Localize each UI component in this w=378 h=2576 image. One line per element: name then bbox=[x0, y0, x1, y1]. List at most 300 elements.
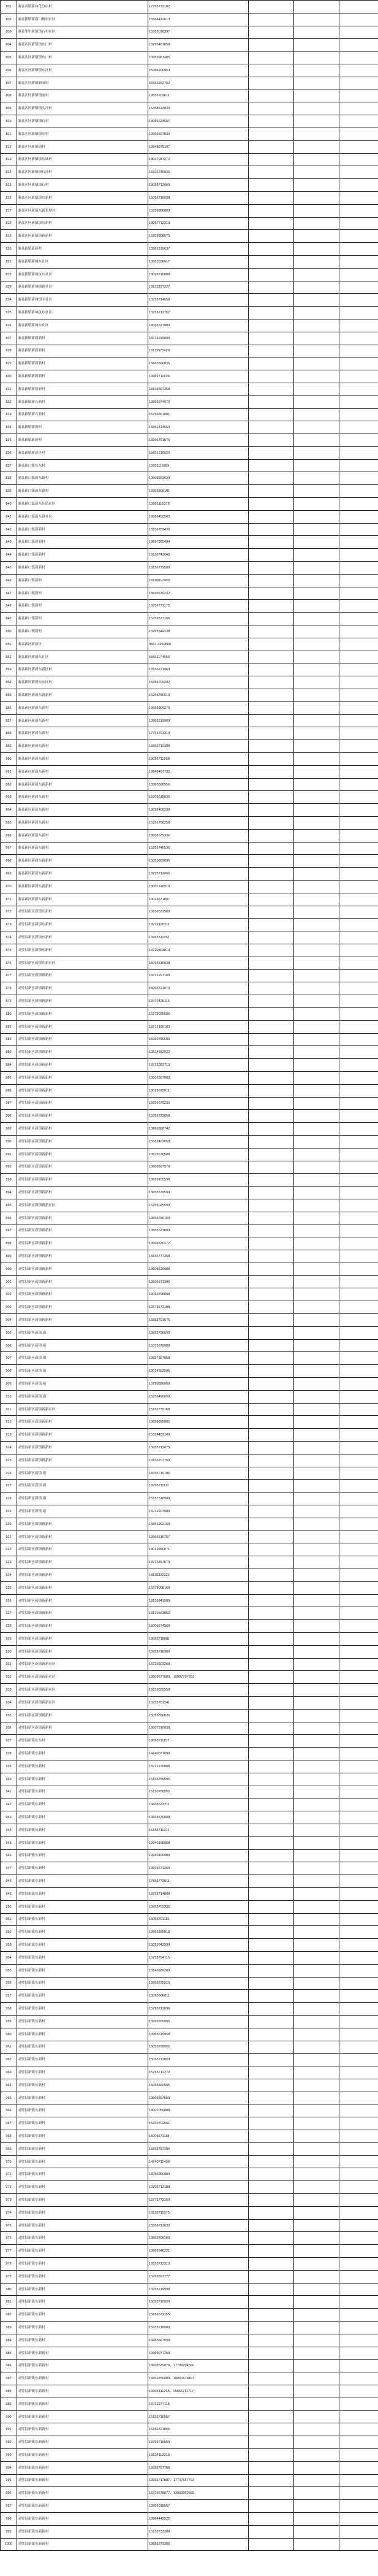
phone-number-cell: 15656571155 bbox=[148, 2309, 249, 2322]
blank-cell bbox=[294, 1887, 339, 1900]
blank-cell bbox=[339, 2015, 378, 2028]
location-name-cell: 灵璧县新区新镇新新社区 bbox=[17, 1684, 148, 1697]
table-row bbox=[1, 102, 378, 115]
phone-number-cell: 13605571306 bbox=[148, 1275, 249, 1288]
blank-cell bbox=[294, 944, 339, 957]
blank-cell bbox=[339, 1773, 378, 1786]
table-row bbox=[1, 842, 378, 855]
blank-cell bbox=[249, 689, 294, 702]
row-number-cell: 847 bbox=[1, 587, 17, 600]
blank-cell bbox=[339, 2322, 378, 2334]
table-row bbox=[1, 2079, 378, 2092]
blank-cell bbox=[339, 1505, 378, 1518]
row-number-cell: 868 bbox=[1, 855, 17, 868]
blank-cell bbox=[294, 1836, 339, 1849]
blank-cell bbox=[339, 1722, 378, 1735]
phone-number-cell: 15155710557 bbox=[148, 2410, 249, 2423]
blank-cell bbox=[339, 2041, 378, 2054]
phone-number-cell: 13955018557 bbox=[148, 2500, 249, 2513]
location-name-cell: 灵璧县新区新镇新新村 bbox=[17, 1084, 148, 1097]
blank-cell bbox=[249, 1518, 294, 1531]
blank-cell bbox=[339, 868, 378, 881]
table-row bbox=[1, 2500, 378, 2513]
location-name-cell: 灵璧县新区新镇东新村 bbox=[17, 944, 148, 957]
phone-number-cell: 15555791575 bbox=[148, 1314, 249, 1327]
blank-cell bbox=[339, 995, 378, 1008]
row-number-cell: 865 bbox=[1, 817, 17, 830]
blank-cell bbox=[339, 1416, 378, 1429]
location-name-cell: 灵璧县新镇东新村 bbox=[17, 1862, 148, 1875]
blank-cell bbox=[339, 727, 378, 740]
phone-number-cell: 15755712270 bbox=[148, 2066, 249, 2079]
table-row bbox=[1, 77, 378, 90]
blank-cell bbox=[294, 1875, 339, 1888]
table-row bbox=[1, 1046, 378, 1059]
phone-number-cell: 13655579590 bbox=[148, 1187, 249, 1199]
blank-cell bbox=[339, 2360, 378, 2372]
table-row bbox=[1, 2130, 378, 2143]
row-number-cell: 994 bbox=[1, 2461, 17, 2474]
blank-cell bbox=[294, 1007, 339, 1020]
phone-number-cell: 18096405290 bbox=[148, 804, 249, 817]
blank-cell bbox=[339, 2142, 378, 2155]
blank-cell bbox=[339, 1071, 378, 1084]
blank-cell bbox=[294, 217, 339, 230]
table-row bbox=[1, 2385, 378, 2398]
table-row bbox=[1, 1071, 378, 1084]
row-number-cell: 945 bbox=[1, 1836, 17, 1849]
table-row bbox=[1, 1913, 378, 1926]
phone-number-cell: 18156779500 bbox=[148, 562, 249, 575]
table-row bbox=[1, 1365, 378, 1378]
blank-cell bbox=[294, 1263, 339, 1275]
blank-cell bbox=[249, 1620, 294, 1633]
location-name-cell: 秦县新口镇东东村 bbox=[17, 459, 148, 472]
row-number-cell: 867 bbox=[1, 842, 17, 855]
location-name-cell: 灵璧县新区新镇 新 bbox=[17, 1365, 148, 1378]
blank-cell bbox=[249, 52, 294, 64]
blank-cell bbox=[249, 2512, 294, 2525]
blank-cell bbox=[294, 2028, 339, 2041]
table-row bbox=[1, 332, 378, 345]
blank-cell bbox=[294, 510, 339, 523]
blank-cell bbox=[339, 2283, 378, 2296]
blank-cell bbox=[339, 2181, 378, 2194]
blank-cell bbox=[294, 1786, 339, 1798]
blank-cell bbox=[249, 982, 294, 995]
row-number-cell: 907 bbox=[1, 1352, 17, 1365]
location-name-cell: 灵璧县新区新镇新新村 bbox=[17, 1581, 148, 1594]
blank-cell bbox=[339, 421, 378, 434]
blank-cell bbox=[249, 1097, 294, 1110]
blank-cell bbox=[294, 2219, 339, 2232]
phone-number-cell: 15205615036 bbox=[148, 791, 249, 804]
location-name-cell: 灵璧县新区新镇 新 bbox=[17, 1480, 148, 1492]
blank-cell bbox=[249, 2296, 294, 2309]
row-number-cell: 823 bbox=[1, 281, 17, 294]
blank-cell bbox=[339, 1174, 378, 1187]
blank-cell bbox=[249, 1658, 294, 1671]
phone-number-cell: 18129297227 bbox=[148, 281, 249, 294]
blank-cell bbox=[294, 2003, 339, 2016]
location-name-cell: 灵璧县新区新镇 新 bbox=[17, 1352, 148, 1365]
location-name-cell: 秦县新区新新东新新村 bbox=[17, 689, 148, 702]
blank-cell bbox=[339, 383, 378, 396]
location-name-cell: 灵璧县新区新镇新新村 bbox=[17, 1007, 148, 1020]
blank-cell bbox=[249, 357, 294, 370]
blank-cell bbox=[294, 1811, 339, 1824]
blank-cell bbox=[339, 1581, 378, 1594]
table-row bbox=[1, 1480, 378, 1492]
table-row bbox=[1, 2142, 378, 2155]
blank-cell bbox=[339, 1059, 378, 1072]
phone-number-cell: 13505567089 bbox=[148, 1071, 249, 1084]
phone-number-cell: 13685573306 bbox=[148, 2538, 249, 2551]
blank-cell bbox=[294, 1760, 339, 1773]
location-name-cell: 秦县新区新新东新新村 bbox=[17, 868, 148, 881]
blank-cell bbox=[249, 2054, 294, 2066]
blank-cell bbox=[249, 446, 294, 459]
row-number-cell: 843 bbox=[1, 536, 17, 549]
row-number-cell: 928 bbox=[1, 1620, 17, 1633]
table-row bbox=[1, 1811, 378, 1824]
row-number-cell: 933 bbox=[1, 1684, 17, 1697]
row-number-cell: 910 bbox=[1, 1390, 17, 1403]
blank-cell bbox=[294, 1531, 339, 1543]
phone-number-cell: 13305311255、15055711717 bbox=[148, 2385, 249, 2398]
table-row bbox=[1, 625, 378, 638]
row-number-cell: 896 bbox=[1, 1212, 17, 1225]
table-row bbox=[1, 434, 378, 447]
blank-cell bbox=[294, 753, 339, 766]
row-number-cell: 862 bbox=[1, 778, 17, 791]
location-name-cell: 灵璧县新镇东新新村 bbox=[17, 2410, 148, 2423]
row-number-cell: 913 bbox=[1, 1429, 17, 1442]
row-number-cell: 881 bbox=[1, 1020, 17, 1033]
location-name-cell: 秦县新镇新城区东社区 bbox=[17, 268, 148, 281]
blank-cell bbox=[294, 1237, 339, 1250]
row-number-cell: 861 bbox=[1, 765, 17, 778]
table-body bbox=[1, 1, 378, 2551]
location-name-cell: 灵璧县新区新镇新新村 bbox=[17, 1148, 148, 1161]
table-row bbox=[1, 2296, 378, 2309]
blank-cell bbox=[294, 1556, 339, 1569]
location-name-cell: 灵璧县新区新镇新新村 bbox=[17, 1569, 148, 1582]
row-number-cell: 885 bbox=[1, 1071, 17, 1084]
blank-cell bbox=[249, 408, 294, 421]
blank-cell bbox=[294, 2474, 339, 2487]
table-row bbox=[1, 2360, 378, 2372]
blank-cell bbox=[294, 1709, 339, 1722]
row-number-cell: 921 bbox=[1, 1531, 17, 1543]
blank-cell bbox=[294, 294, 339, 307]
blank-cell bbox=[294, 1059, 339, 1072]
blank-cell bbox=[339, 2245, 378, 2258]
blank-cell bbox=[339, 1748, 378, 1760]
table-row bbox=[1, 689, 378, 702]
table-row bbox=[1, 2512, 378, 2525]
row-number-cell: 975 bbox=[1, 2219, 17, 2232]
table-row bbox=[1, 153, 378, 166]
table-row bbox=[1, 255, 378, 268]
row-number-cell: 804 bbox=[1, 39, 17, 52]
phone-number-cell: 15551414663 bbox=[148, 421, 249, 434]
blank-cell bbox=[339, 2474, 378, 2487]
blank-cell bbox=[249, 191, 294, 204]
location-name-cell: 灵璧县新镇东新村 bbox=[17, 2079, 148, 2092]
blank-cell bbox=[249, 1442, 294, 1454]
blank-cell bbox=[294, 39, 339, 52]
phone-number-cell: 15995344238 bbox=[148, 625, 249, 638]
blank-cell bbox=[249, 2334, 294, 2347]
blank-cell bbox=[339, 281, 378, 294]
location-name-cell: 秦县区区新镇镇东区村 bbox=[17, 64, 148, 77]
blank-cell bbox=[339, 778, 378, 791]
row-number-cell: 808 bbox=[1, 90, 17, 102]
row-number-cell: 918 bbox=[1, 1492, 17, 1505]
row-number-cell: 957 bbox=[1, 1990, 17, 2003]
row-number-cell: 942 bbox=[1, 1798, 17, 1811]
blank-cell bbox=[294, 357, 339, 370]
phone-number-cell: 13255719998 bbox=[148, 2283, 249, 2296]
table-row bbox=[1, 1, 378, 13]
blank-cell bbox=[294, 880, 339, 893]
blank-cell bbox=[294, 1607, 339, 1620]
row-number-cell: 924 bbox=[1, 1569, 17, 1582]
blank-cell bbox=[249, 1454, 294, 1467]
blank-cell bbox=[294, 2283, 339, 2296]
location-name-cell: 灵璧县新区新镇东新村 bbox=[17, 906, 148, 919]
blank-cell bbox=[339, 1442, 378, 1454]
blank-cell bbox=[294, 1123, 339, 1136]
blank-cell bbox=[249, 1939, 294, 1952]
row-number-cell: 879 bbox=[1, 995, 17, 1008]
location-name-cell: 灵璧县新镇东新新村 bbox=[17, 2436, 148, 2449]
phone-number-cell: 13965511051 bbox=[148, 931, 249, 944]
table-row bbox=[1, 727, 378, 740]
blank-cell bbox=[339, 957, 378, 969]
phone-number-cell: 15720096000 bbox=[148, 1378, 249, 1391]
location-name-cell: 秦县区区新镇镇东口村 bbox=[17, 52, 148, 64]
phone-number-cell: 18136841500 bbox=[148, 1594, 249, 1607]
phone-number-cell: 15055560505 bbox=[148, 2079, 249, 2092]
table-row bbox=[1, 2181, 378, 2194]
table-row bbox=[1, 140, 378, 153]
row-number-cell: 995 bbox=[1, 2474, 17, 2487]
phone-number-cell: 15256758258 bbox=[148, 817, 249, 830]
blank-cell bbox=[339, 1964, 378, 1977]
blank-cell bbox=[339, 2385, 378, 2398]
row-number-cell: 959 bbox=[1, 2015, 17, 2028]
blank-cell bbox=[249, 13, 294, 26]
phone-number-cell: 15256577106 bbox=[148, 613, 249, 625]
phone-number-cell: 13625670588 bbox=[148, 1148, 249, 1161]
table-row bbox=[1, 562, 378, 575]
table-row bbox=[1, 345, 378, 357]
blank-cell bbox=[339, 1097, 378, 1110]
blank-cell bbox=[339, 1429, 378, 1442]
blank-cell bbox=[249, 957, 294, 969]
location-name-cell: 秦县新区新新东新村 bbox=[17, 765, 148, 778]
location-name-cell: 灵璧县新区新镇新新村 bbox=[17, 1237, 148, 1250]
table-row bbox=[1, 64, 378, 77]
location-name-cell: 灵璧县新镇东新村 bbox=[17, 2092, 148, 2104]
blank-cell bbox=[249, 2423, 294, 2436]
blank-cell bbox=[339, 485, 378, 498]
location-name-cell: 秦县区区新镇镇石村 bbox=[17, 115, 148, 128]
blank-cell bbox=[249, 625, 294, 638]
row-number-cell: 884 bbox=[1, 1059, 17, 1072]
row-number-cell: 903 bbox=[1, 1301, 17, 1314]
blank-cell bbox=[249, 1084, 294, 1097]
blank-cell bbox=[294, 230, 339, 243]
phone-number-cell: 13955796699 bbox=[148, 1326, 249, 1339]
location-name-cell: 秦县区区新镇镇东新村 bbox=[17, 217, 148, 230]
blank-cell bbox=[339, 714, 378, 727]
blank-cell bbox=[294, 1696, 339, 1709]
table-row bbox=[1, 1097, 378, 1110]
phone-number-cell: 15551116289 bbox=[148, 459, 249, 472]
row-number-cell: 832 bbox=[1, 396, 17, 408]
blank-cell bbox=[294, 332, 339, 345]
row-number-cell: 992 bbox=[1, 2436, 17, 2449]
phone-number-cell: 15725503268 bbox=[148, 1658, 249, 1671]
blank-cell bbox=[339, 2206, 378, 2219]
phone-number-cell: 19159550559 bbox=[148, 1684, 249, 1697]
blank-cell bbox=[249, 1148, 294, 1161]
location-name-cell: 灵璧县新镇东新新村 bbox=[17, 2360, 148, 2372]
blank-cell bbox=[339, 1951, 378, 1964]
phone-number-cell: 18605529088 bbox=[148, 1263, 249, 1275]
blank-cell bbox=[339, 1786, 378, 1798]
table-row bbox=[1, 676, 378, 689]
blank-cell bbox=[339, 1875, 378, 1888]
location-name-cell: 灵璧县新区新镇新新村 bbox=[17, 995, 148, 1008]
blank-cell bbox=[294, 1620, 339, 1633]
blank-cell bbox=[294, 140, 339, 153]
blank-cell bbox=[294, 2423, 339, 2436]
phone-number-cell: 15155779168 bbox=[148, 1403, 249, 1416]
blank-cell bbox=[249, 1556, 294, 1569]
location-name-cell: 秦县新镇新石新村 bbox=[17, 396, 148, 408]
table-row bbox=[1, 982, 378, 995]
blank-cell bbox=[294, 90, 339, 102]
table-row bbox=[1, 536, 378, 549]
phone-number-cell: 18005579336 bbox=[148, 829, 249, 842]
phone-number-cell: 18714919809 bbox=[148, 332, 249, 345]
row-number-cell: 986 bbox=[1, 2360, 17, 2372]
blank-cell bbox=[339, 1939, 378, 1952]
blank-cell bbox=[339, 549, 378, 562]
blank-cell bbox=[249, 243, 294, 256]
blank-cell bbox=[339, 2232, 378, 2245]
blank-cell bbox=[249, 1977, 294, 1990]
blank-cell bbox=[339, 1454, 378, 1467]
table-row bbox=[1, 574, 378, 587]
phone-number-cell: 18155777358 bbox=[148, 1250, 249, 1263]
row-number-cell: 906 bbox=[1, 1339, 17, 1352]
blank-cell bbox=[249, 2487, 294, 2500]
row-number-cell: 839 bbox=[1, 485, 17, 498]
blank-cell bbox=[249, 140, 294, 153]
table-row bbox=[1, 587, 378, 600]
row-number-cell: 887 bbox=[1, 1097, 17, 1110]
table-row bbox=[1, 319, 378, 332]
blank-cell bbox=[249, 919, 294, 931]
location-name-cell: 灵璧县新镇东新村 bbox=[17, 2206, 148, 2219]
table-row bbox=[1, 1658, 378, 1671]
blank-cell bbox=[249, 1403, 294, 1416]
phone-number-cell: 13965516757 bbox=[148, 1531, 249, 1543]
phone-number-cell: 18037037272 bbox=[148, 153, 249, 166]
blank-cell bbox=[339, 345, 378, 357]
table-row bbox=[1, 651, 378, 663]
table-row bbox=[1, 1798, 378, 1811]
location-name-cell: 灵璧县新区新镇新新村 bbox=[17, 1416, 148, 1429]
table-row bbox=[1, 893, 378, 906]
blank-cell bbox=[294, 1773, 339, 1786]
row-number-cell: 991 bbox=[1, 2423, 17, 2436]
blank-cell bbox=[339, 115, 378, 128]
location-name-cell: 秦县区区新镇镇石西村 bbox=[17, 166, 148, 179]
blank-cell bbox=[249, 765, 294, 778]
blank-cell bbox=[294, 804, 339, 817]
row-number-cell: 956 bbox=[1, 1977, 17, 1990]
blank-cell bbox=[294, 2104, 339, 2117]
phone-number-cell: 0557-4360500 bbox=[148, 638, 249, 651]
blank-cell bbox=[339, 1033, 378, 1046]
table-row bbox=[1, 1174, 378, 1187]
blank-cell bbox=[249, 1301, 294, 1314]
phone-number-cell: 15055757788 bbox=[148, 2461, 249, 2474]
location-name-cell: 灵璧县新区新镇新新社区 bbox=[17, 1696, 148, 1709]
blank-cell bbox=[339, 472, 378, 485]
table-row bbox=[1, 1900, 378, 1913]
location-name-cell: 秦县新口镇新新村 bbox=[17, 562, 148, 575]
table-row bbox=[1, 1696, 378, 1709]
phone-number-cell: 13505570272 bbox=[148, 1237, 249, 1250]
phone-number-cell: 18019956071 bbox=[148, 1543, 249, 1556]
location-name-cell: 秦县新区新新东新村 bbox=[17, 829, 148, 842]
table-row bbox=[1, 243, 378, 256]
phone-number-cell: 13965319637 bbox=[148, 243, 249, 256]
location-name-cell: 秦县区区新镇镇东门村 bbox=[17, 39, 148, 52]
phone-number-cell: 19956697033 bbox=[148, 128, 249, 140]
location-name-cell: 秦县新镇新新口楼村社区 bbox=[17, 13, 148, 26]
phone-number-cell: 18756960080 bbox=[148, 2168, 249, 2181]
blank-cell bbox=[249, 204, 294, 217]
blank-cell bbox=[249, 574, 294, 587]
blank-cell bbox=[294, 523, 339, 536]
phone-number-cell: 15055510038 bbox=[148, 957, 249, 969]
phone-number-cell: 13470426116 bbox=[148, 995, 249, 1008]
blank-cell bbox=[339, 2296, 378, 2309]
table-row bbox=[1, 2245, 378, 2258]
phone-number-cell: 13665570008 bbox=[148, 1811, 249, 1824]
row-number-cell: 856 bbox=[1, 701, 17, 714]
blank-cell bbox=[294, 396, 339, 408]
row-number-cell: 836 bbox=[1, 446, 17, 459]
table-row bbox=[1, 791, 378, 804]
blank-cell bbox=[294, 2309, 339, 2322]
phone-number-cell: 15375979989 bbox=[148, 1339, 249, 1352]
location-name-cell: 灵璧县新镇东新村 bbox=[17, 1913, 148, 1926]
row-number-cell: 810 bbox=[1, 115, 17, 128]
row-number-cell: 821 bbox=[1, 255, 17, 268]
blank-cell bbox=[294, 2206, 339, 2219]
blank-cell bbox=[249, 1773, 294, 1786]
table-row bbox=[1, 421, 378, 434]
